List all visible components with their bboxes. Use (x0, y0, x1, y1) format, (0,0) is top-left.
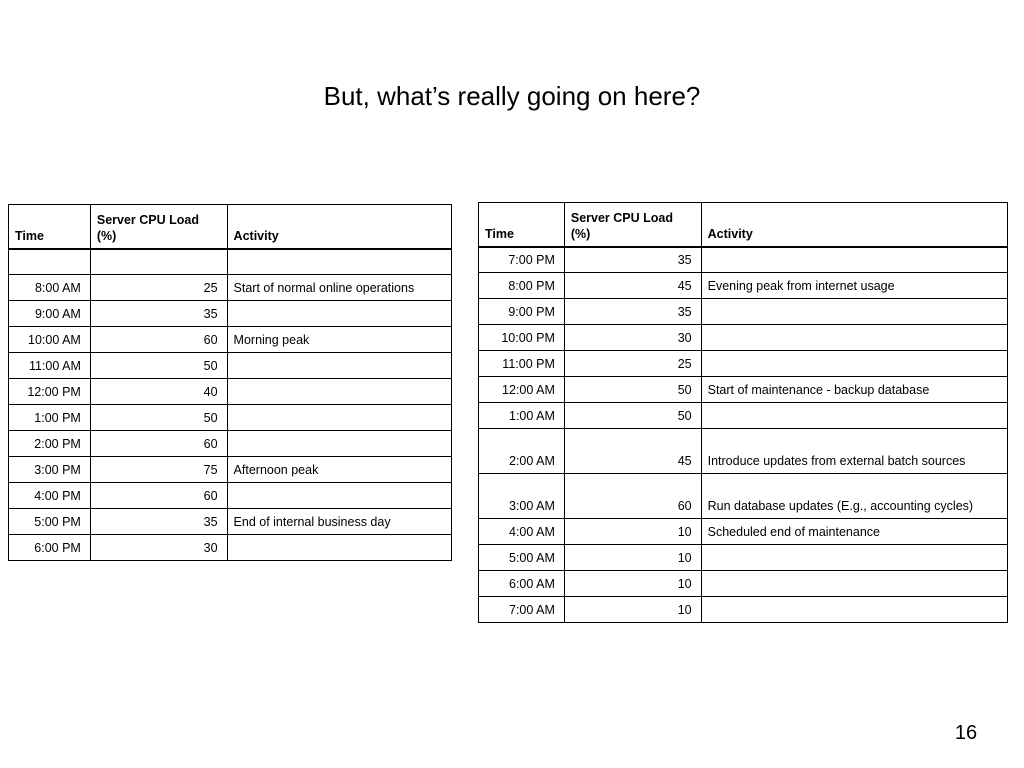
activity-cell: Start of normal online operations (227, 275, 451, 301)
activity-cell (701, 325, 1007, 351)
cpu-load-cell: 30 (90, 535, 227, 561)
table-row (9, 275, 452, 301)
table-row (9, 431, 452, 457)
header-time: Time (9, 205, 91, 249)
activity-cell (227, 431, 451, 457)
cpu-load-cell: 35 (564, 247, 701, 273)
table-row (479, 273, 1008, 299)
cpu-load-cell: 45 (564, 429, 701, 474)
table-row (479, 351, 1008, 377)
time-cell: 4:00 AM (479, 519, 565, 545)
cpu-load-cell: 50 (564, 377, 701, 403)
time-cell: 4:00 PM (9, 483, 91, 509)
table-row (479, 597, 1008, 623)
table-row (9, 301, 452, 327)
table-row (9, 483, 452, 509)
activity-cell: Start of maintenance - backup database (701, 377, 1007, 403)
cpu-load-cell (90, 249, 227, 275)
table-header-row (479, 203, 1008, 247)
activity-cell (227, 379, 451, 405)
table-row (479, 571, 1008, 597)
activity-cell (227, 301, 451, 327)
time-cell: 11:00 AM (9, 353, 91, 379)
time-cell: 6:00 AM (479, 571, 565, 597)
activity-cell (227, 405, 451, 431)
time-cell: 2:00 PM (9, 431, 91, 457)
slide-title: But, what’s really going on here? (323, 81, 701, 111)
activity-cell: Run database updates (E.g., accounting cycles) (701, 474, 1007, 519)
cpu-load-cell: 50 (564, 403, 701, 429)
table-row (479, 377, 1008, 403)
cpu-load-cell: 35 (90, 509, 227, 535)
activity-cell: Scheduled end of maintenance (701, 519, 1007, 545)
cpu-load-cell: 10 (564, 571, 701, 597)
activity-cell (701, 597, 1007, 623)
cpu-load-cell: 10 (564, 519, 701, 545)
cpu-load-cell: 40 (90, 379, 227, 405)
cpu-load-cell: 10 (564, 545, 701, 571)
cpu-load-table-daytime (8, 204, 452, 561)
cpu-load-cell: 10 (564, 597, 701, 623)
time-cell: 7:00 AM (479, 597, 565, 623)
table-row (479, 403, 1008, 429)
header-cpu-load: Server CPU Load (%) (564, 203, 701, 247)
activity-cell (227, 249, 451, 275)
table-row (9, 249, 452, 275)
time-cell: 1:00 PM (9, 405, 91, 431)
cpu-load-cell: 60 (564, 474, 701, 519)
cpu-load-cell: 50 (90, 353, 227, 379)
activity-cell (701, 299, 1007, 325)
page-number: 16 (954, 722, 978, 744)
time-cell: 12:00 PM (9, 379, 91, 405)
cpu-load-cell: 35 (564, 299, 701, 325)
time-cell: 7:00 PM (479, 247, 565, 273)
time-cell: 6:00 PM (9, 535, 91, 561)
activity-cell (701, 403, 1007, 429)
activity-cell: Morning peak (227, 327, 451, 353)
time-cell: 9:00 AM (9, 301, 91, 327)
activity-cell: Evening peak from internet usage (701, 273, 1007, 299)
cpu-load-cell: 30 (564, 325, 701, 351)
header-cpu-load: Server CPU Load (%) (90, 205, 227, 249)
activity-cell (701, 571, 1007, 597)
activity-cell: End of internal business day (227, 509, 451, 535)
time-cell: 5:00 PM (9, 509, 91, 535)
cpu-load-cell: 60 (90, 483, 227, 509)
time-cell: 3:00 PM (9, 457, 91, 483)
table-row (479, 325, 1008, 351)
time-cell: 10:00 PM (479, 325, 565, 351)
table-row (479, 545, 1008, 571)
cpu-load-cell: 60 (90, 431, 227, 457)
activity-cell (227, 353, 451, 379)
time-cell: 9:00 PM (479, 299, 565, 325)
cpu-load-cell: 50 (90, 405, 227, 431)
header-time: Time (479, 203, 565, 247)
time-cell: 8:00 PM (479, 273, 565, 299)
table-row (9, 353, 452, 379)
cpu-load-cell: 60 (90, 327, 227, 353)
table-row (479, 247, 1008, 273)
table-row (9, 509, 452, 535)
time-cell (9, 249, 91, 275)
activity-cell (227, 483, 451, 509)
activity-cell (701, 545, 1007, 571)
cpu-load-cell: 25 (564, 351, 701, 377)
time-cell: 1:00 AM (479, 403, 565, 429)
cpu-load-cell: 75 (90, 457, 227, 483)
activity-cell (227, 535, 451, 561)
time-cell: 10:00 AM (9, 327, 91, 353)
time-cell: 5:00 AM (479, 545, 565, 571)
table-row (479, 519, 1008, 545)
cpu-load-cell: 35 (90, 301, 227, 327)
activity-cell (701, 351, 1007, 377)
table-row (9, 379, 452, 405)
table-row (9, 535, 452, 561)
table-row (479, 474, 1008, 519)
time-cell: 11:00 PM (479, 351, 565, 377)
activity-cell (701, 247, 1007, 273)
header-activity: Activity (227, 205, 451, 249)
table-row (479, 429, 1008, 474)
table-row (479, 299, 1008, 325)
cpu-load-cell: 25 (90, 275, 227, 301)
table-row (9, 405, 452, 431)
table-header-row (9, 205, 452, 249)
activity-cell: Afternoon peak (227, 457, 451, 483)
time-cell: 8:00 AM (9, 275, 91, 301)
header-activity: Activity (701, 203, 1007, 247)
table-row (9, 457, 452, 483)
cpu-load-table-overnight (478, 202, 1008, 623)
time-cell: 3:00 AM (479, 474, 565, 519)
time-cell: 2:00 AM (479, 429, 565, 474)
cpu-load-cell: 45 (564, 273, 701, 299)
time-cell: 12:00 AM (479, 377, 565, 403)
activity-cell: Introduce updates from external batch sources (701, 429, 1007, 474)
table-row (9, 327, 452, 353)
